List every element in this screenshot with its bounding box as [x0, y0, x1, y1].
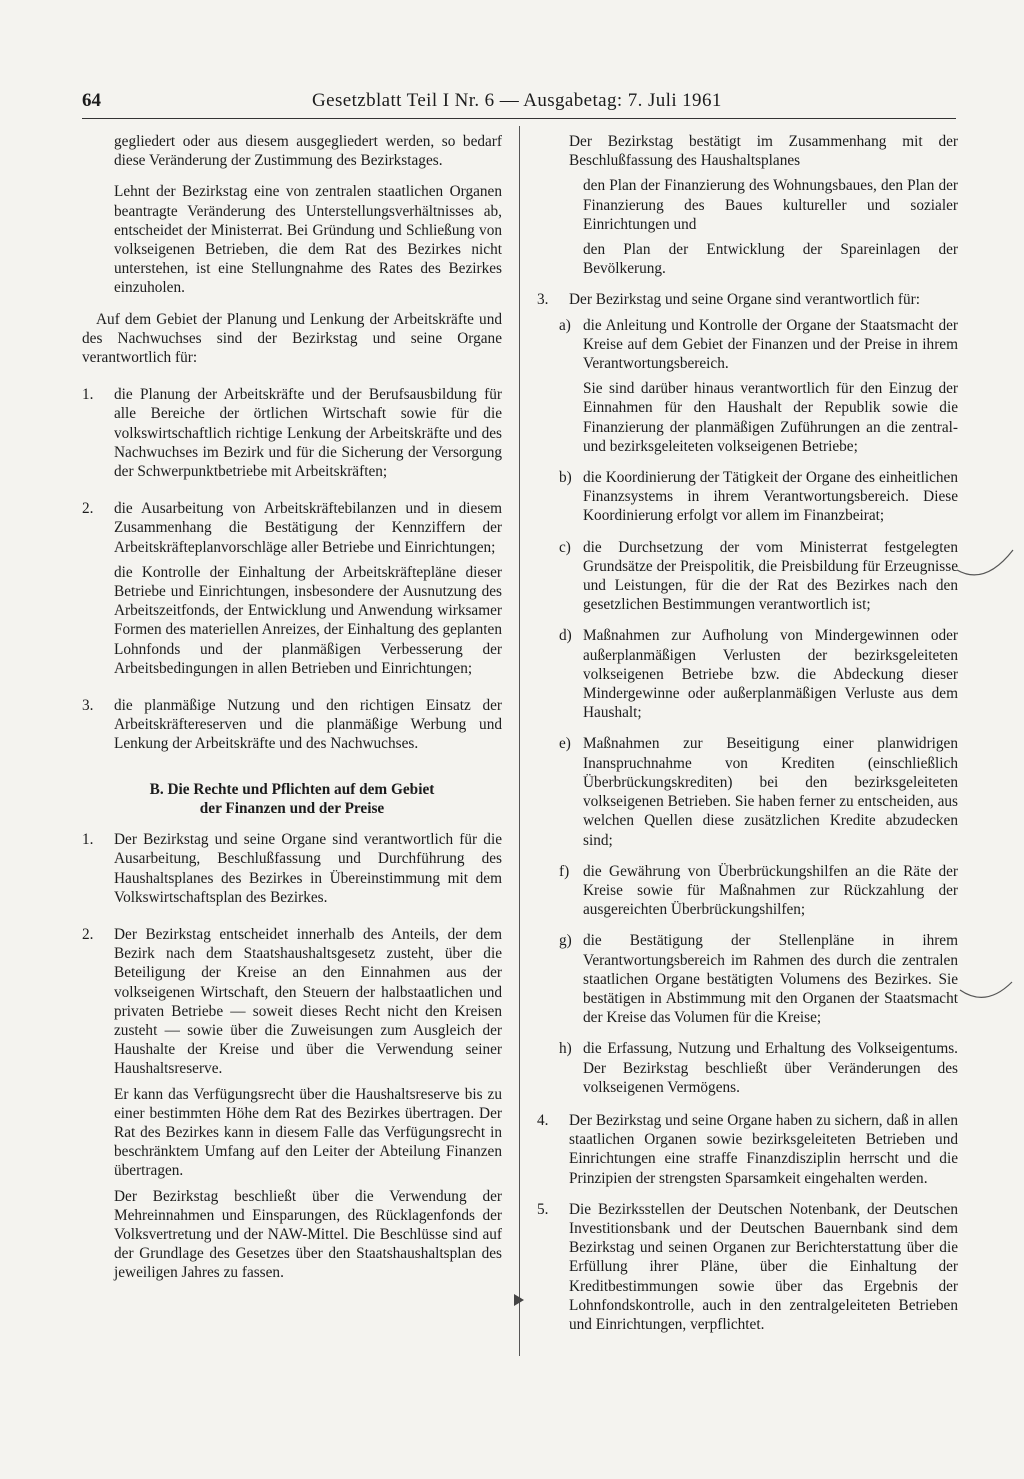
left-column — [82, 132, 502, 1283]
list-text: Maßnahmen zur Aufholung von Mindergewinnen oder außerplanmäßigen Verlusten der bezirksgeleiteten volkseigenen Betriebe bzw. die Abdeckung dieser Mindergewinne oder außerplanmäßigen Verluste aus dem Haushalt; — [583, 627, 958, 722]
section-title-line: B. Die Rechte und Pflichten auf dem Gebiet — [149, 780, 435, 798]
list-item — [537, 290, 958, 309]
section-heading — [82, 780, 502, 818]
list-number: 2. — [82, 925, 94, 943]
list-number: g) — [559, 932, 572, 950]
list-text: Der Bezirkstag und seine Organe haben zu sichern, daß in allen staatlichen Organen sowie bezirksgeleiteten Betrieben und Einrichtungen eine straffe Finanzdisziplin herrscht und die Prinzipien der strengsten Sparsamkeit eingehalten werden. — [569, 1111, 958, 1187]
list-text: Der Bezirkstag entscheidet innerhalb des Anteils, der dem Bezirk nach dem Staatshaushaltsgesetz zusteht, über die Beteiligung der Kreise an den Einnahmen aus der volkseigenen Wirtschaft, den Steuern der halbstaatlichen und privaten Betriebe — soweit dieses Recht nicht den Kreisen zusteht — sowie über die Zuweisungen zum Ausgleich der Haushalte der Kreise und über die Verwendung seiner Haushaltsreserve. — [114, 925, 502, 1078]
list-text: Der Bezirkstag und seine Organe sind verantwortlich für: — [569, 291, 921, 309]
list-text: die Anleitung und Kontrolle der Organe der Staatsmacht der Kreise auf dem Gebiet der Finanzen und der Preise in ihrem Verantwortungsbereich. — [583, 316, 958, 373]
list-number: b) — [559, 469, 572, 487]
list-item — [82, 499, 502, 678]
list-number: h) — [559, 1040, 572, 1058]
list-number: f) — [559, 862, 570, 880]
paragraph: den Plan der Finanzierung des Wohnungsbaues, den Plan der Finanzierung des Baues kultureller und sozialer Einrichtungen und — [583, 177, 958, 233]
list-text: Die Bezirksstellen der Deutschen Notenbank, der Deutschen Investitionsbank und der Deutschen Bauernbank sind dem Bezirkstag und seinen Organen zur Berichterstattung über die Erfüllung ihrer Pläne, über die Einhaltung der Kreditbestimmungen sowie über das Ergebnis der Lohnfondskontrolle, auch in den zentralgeleiteten Betrieben und Einrichtungen, verpflichtet. — [569, 1200, 958, 1333]
list-text: Der Bezirkstag und seine Organe sind verantwortlich für die Ausarbeitung, Beschlußfassung und Durchführung des Haushaltsplanes des Bezirkes in Übereinstimmung mit dem Volkswirtschaftsplan des Bezirkes. — [114, 831, 502, 906]
paragraph: Lehnt der Bezirkstag eine von zentralen staatlichen Organen beantragte Veränderung des Unterstellungsverhältnisses ab, entscheidet der Ministerrat. Bei Gründung und Schließung von volkseigenen Betrieben, die dem Rat des Bezirkes nicht unterstehen, ist eine Stellungnahme des Rates des Bezirkes einzuholen. — [114, 183, 502, 297]
list-text: die Planung der Arbeitskräfte und der Berufsausbildung für alle Bereiche der örtlichen Wirtschaft sowie für die volkswirtschaftlich richtige Lenkung der Arbeitskräfte und des Nachwuchses im Bezirk und für die Sicherung der Versorgung der Schwerpunktbetriebe mit Arbeitskräften; — [114, 386, 502, 481]
list-item — [82, 925, 502, 1283]
list-text: die Bestätigung der Stellenpläne in ihrem Verantwortungsbereich im Rahmen des durch die zentralen staatlichen Organe bestätigten Volumens des Bezirkes. Sie bestätigen in Abstimmung mit den Organen der Staatsmacht der Kreise das Volumen für die Kreise; — [583, 932, 958, 1027]
list-item — [537, 1111, 958, 1188]
right-column — [537, 132, 958, 1334]
margin-arrow-mark — [512, 1292, 526, 1308]
list-item — [537, 1200, 958, 1334]
list-text: Maßnahmen zur Beseitigung einer planwidrigen Inanspruchnahme von Krediten (einschließlich Überbrückungskrediten) bei den bezirksgeleiteten volkseigenen Betrieben. Sie haben ferner zu entscheiden, aus welchen Quellen diese zusätzlichen Kredite abzudecken sind; — [583, 735, 958, 849]
list-item — [537, 468, 958, 526]
margin-tick-mark — [955, 548, 1015, 582]
list-text-continued: die Kontrolle der Einhaltung der Arbeitskräftepläne dieser Betriebe und Einrichtungen, insbesondere der Ausnutzung des Arbeitszeitfonds, der Entwicklung und Anwendung wirksamer Formen des materiellen Anreizes, der Einhaltung des geplanten Lohnfonds und der planmäßigen Verbesserung der Arbeitsbedingungen in allen Betrieben und Einrichtungen; — [114, 563, 502, 677]
list-item — [537, 626, 958, 722]
list-text-continued: Sie sind darüber hinaus verantwortlich für den Einzug der Einnahmen für den Haushalt der Republik sowie die Finanzierung der planmäßigen Zuführungen an die zentral- und bezirksgeleiteten volkseigenen Betriebe; — [583, 380, 958, 455]
list-text: die Koordinierung der Tätigkeit der Organe des einheitlichen Finanzsystems in ihrem Verantwortungsbereich. Diese Koordinierung erfolgt vor allem im Finanzbeirat; — [583, 469, 958, 525]
list-item — [537, 538, 958, 615]
list-item — [537, 734, 958, 849]
list-text-continued: Er kann das Verfügungsrecht über die Haushaltsreserve bis zu einer bestimmten Höhe dem Rat des Bezirkes übertragen. Der Rat des Bezirkes kann in diesem Falle das Verfügungsrecht in beschränktem Umfang auf den Leiter der Abteilung Finanzen übertragen. — [114, 1085, 502, 1180]
paragraph: den Plan der Entwicklung der Spareinlagen der Bevölkerung. — [583, 241, 958, 278]
list-number: 1. — [82, 386, 94, 404]
list-number: 4. — [537, 1111, 549, 1129]
list-number: 3. — [537, 291, 549, 309]
list-item — [82, 830, 502, 907]
list-number: e) — [559, 735, 571, 753]
list-text: die Gewährung von Überbrückungshilfen an die Räte der Kreise sowie für Maßnahmen zur Rückzahlung der ausgereichten Überbrückungshilfen; — [583, 862, 958, 919]
header-title: Gesetzblatt Teil I Nr. 6 — Ausgabetag: 7. Juli 1961 — [312, 90, 722, 111]
list-number: a) — [559, 316, 571, 334]
section-title-line: der Finanzen und der Preise — [199, 799, 385, 817]
paragraph: gegliedert oder aus diesem ausgegliedert werden, so bedarf diese Veränderung der Zustimmung des Bezirkstages. — [114, 133, 502, 170]
list-text-continued: Der Bezirkstag beschließt über die Verwendung der Mehreinnahmen und Einsparungen, des Rücklagenfonds der Volksvertretung und der NAW-Mittel. Die Beschlüsse sind auf der Grundlage des Gesetzes über den Staatshaushaltsplan des jeweiligen Jahres zu fassen. — [114, 1187, 502, 1282]
list-text: die planmäßige Nutzung und den richtigen Einsatz der Arbeitskräftereserven und die planmäßige Werbung und Lenkung der Arbeitskräfte und des Nachwuchses. — [114, 697, 502, 753]
column-divider — [519, 126, 520, 1356]
list-text: die Erfassung, Nutzung und Erhaltung des Volkseigentums. Der Bezirkstag beschließt über Veränderungen des volkseigenen Vermögens. — [583, 1040, 958, 1096]
sub-list — [537, 316, 958, 1097]
page-number: 64 — [82, 90, 101, 111]
list-number: c) — [559, 538, 571, 556]
list-item — [537, 1039, 958, 1097]
list-text: die Durchsetzung der vom Ministerrat festgelegten Grundsätze der Preispolitik, die Preisbildung für Erzeugnisse und Leistungen, für die der Rat des Bezirkes nach den gesetzlichen Bestimmungen verantwortlich ist; — [583, 538, 958, 614]
list-item — [82, 385, 502, 481]
paragraph: Auf dem Gebiet der Planung und Lenkung der Arbeitskräfte und des Nachwuchses sind der Bezirkstag und seine Organe verantwortlich für: — [82, 310, 502, 367]
list-item — [537, 931, 958, 1027]
list-number: 1. — [82, 831, 94, 849]
list-number: 2. — [82, 500, 94, 518]
list-number: 5. — [537, 1200, 549, 1218]
list-number: d) — [559, 627, 572, 645]
page-header — [82, 86, 956, 119]
list-item — [537, 316, 958, 456]
list-item — [537, 862, 958, 920]
tail-list — [537, 1111, 958, 1334]
list-text: die Ausarbeitung von Arbeitskräftebilanzen und in diesem Zusammenhang die Bestätigung der Kennziffern der Arbeitskräfteplanvorschläge aller Betriebe und Einrichtungen; — [114, 500, 502, 556]
list-number: 3. — [82, 697, 94, 715]
margin-tick-mark — [958, 980, 1014, 1004]
paragraph: Der Bezirkstag bestätigt im Zusammenhang mit der Beschlußfassung des Haushaltsplanes — [569, 133, 958, 170]
list-item — [82, 696, 502, 754]
